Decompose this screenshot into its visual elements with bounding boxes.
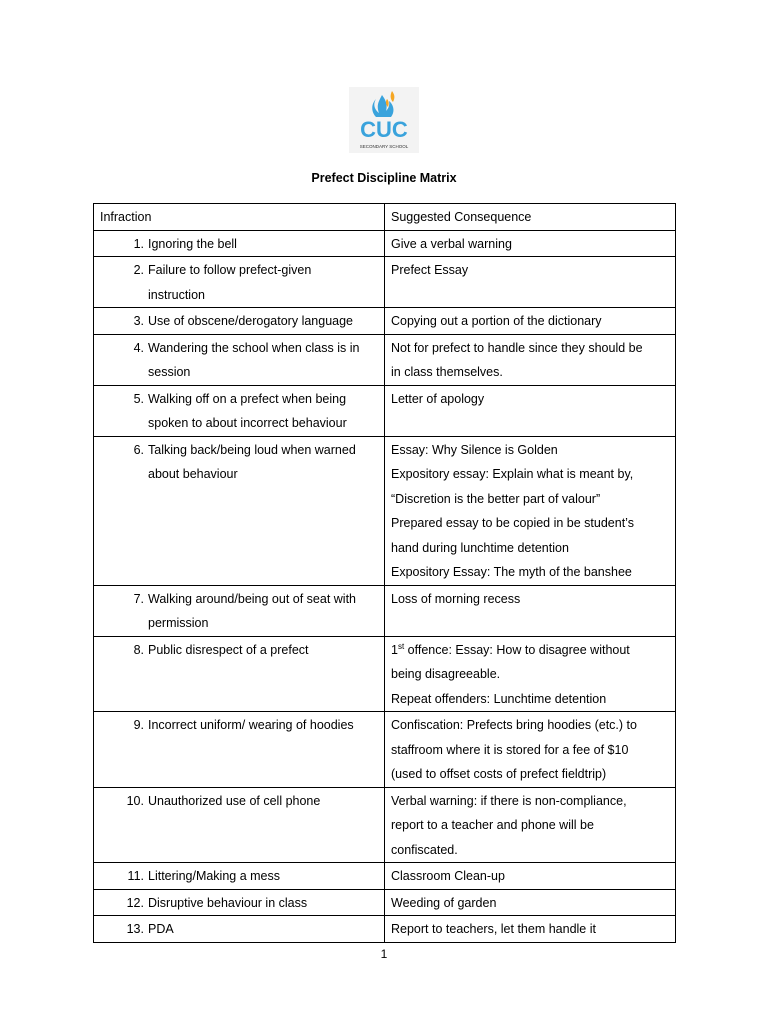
consequence-text: staffroom where it is stored for a fee of $10	[391, 742, 629, 757]
consequence-text: Repeat offenders: Lunchtime detention	[391, 691, 607, 706]
table-row	[94, 308, 676, 335]
consequence-text: Weeding of garden	[391, 895, 497, 910]
school-logo	[349, 87, 419, 153]
infraction-text: Littering/Making a mess	[148, 869, 281, 883]
infraction-cell	[94, 636, 385, 712]
consequence-cell	[385, 230, 676, 257]
infraction-text: Disruptive behaviour in class	[148, 895, 308, 910]
row-number: 3.	[133, 314, 144, 328]
table-row	[94, 585, 676, 636]
infraction-cell	[94, 787, 385, 863]
row-number: 5.	[133, 391, 144, 406]
row-number: 10.	[126, 793, 144, 808]
infraction-text: PDA	[148, 922, 174, 936]
infraction-cell	[94, 308, 385, 335]
discipline-matrix-table	[93, 203, 676, 943]
consequence-text: Confiscation: Prefects bring hoodies (etc.) to	[391, 718, 637, 732]
infraction-text: spoken to about incorrect behaviour	[148, 416, 347, 430]
infraction-cell	[94, 916, 385, 943]
consequence-text: Prepared essay to be copied in be student’s	[391, 516, 634, 530]
table-row	[94, 787, 676, 863]
table-row	[94, 230, 676, 257]
infraction-cell	[94, 257, 385, 308]
consequence-text: Copying out a portion of the dictionary	[391, 314, 602, 328]
infraction-text: session	[148, 365, 191, 379]
consequence-text: Loss of morning recess	[391, 591, 521, 606]
consequence-text: hand during lunchtime detention	[391, 540, 569, 555]
consequence-cell	[385, 889, 676, 916]
ordinal-number: 1	[391, 642, 398, 657]
infraction-cell	[94, 385, 385, 436]
table-header-row	[94, 204, 676, 231]
consequence-cell	[385, 436, 676, 585]
ordinal-suffix: st	[397, 641, 405, 651]
consequence-text: Expository essay: Explain what is meant by,	[391, 467, 634, 481]
consequence-cell	[385, 863, 676, 890]
consequence-cell	[385, 585, 676, 636]
infraction-text: Ignoring the bell	[148, 236, 237, 251]
consequence-cell	[385, 257, 676, 308]
table-row	[94, 863, 676, 890]
consequence-text: Letter of apology	[391, 391, 485, 406]
row-number: 4.	[133, 340, 144, 355]
infraction-cell	[94, 889, 385, 916]
consequence-cell	[385, 916, 676, 943]
row-number: 7.	[133, 591, 144, 606]
consequence-text: Expository Essay: The myth of the banshee	[391, 565, 632, 579]
table-row	[94, 889, 676, 916]
table-row	[94, 636, 676, 712]
consequence-text: Classroom Clean-up	[391, 869, 505, 883]
consequence-cell	[385, 787, 676, 863]
infraction-text: Public disrespect of a prefect	[148, 642, 309, 657]
consequence-cell	[385, 636, 676, 712]
consequence-text	[391, 638, 669, 663]
table-row	[94, 436, 676, 585]
header-infraction: Infraction	[94, 204, 385, 231]
infraction-cell	[94, 436, 385, 585]
table-row	[94, 334, 676, 385]
consequence-text: in class themselves.	[391, 365, 503, 379]
consequence-text: being disagreeable.	[391, 667, 501, 681]
consequence-text: (used to offset costs of prefect fieldtrip)	[391, 767, 607, 781]
consequence-text: “Discretion is the better part of valour”	[391, 491, 601, 506]
infraction-text: Unauthorized use of cell phone	[148, 793, 321, 808]
infraction-text: instruction	[148, 287, 205, 302]
consequence-cell	[385, 385, 676, 436]
infraction-text: Use of obscene/derogatory language	[148, 314, 354, 328]
consequence-text: Essay: Why Silence is Golden	[391, 442, 558, 457]
consequence-cell	[385, 308, 676, 335]
row-number: 2.	[133, 263, 144, 277]
consequence-text: Not for prefect to handle since they should be	[391, 340, 643, 355]
table-row	[94, 385, 676, 436]
row-number: 8.	[133, 642, 144, 657]
infraction-text: about behaviour	[148, 467, 238, 481]
infraction-text: Wandering the school when class is in	[148, 340, 360, 355]
table-row	[94, 257, 676, 308]
document-title: Prefect Discipline Matrix	[311, 171, 457, 185]
row-number: 12.	[126, 895, 144, 910]
consequence-text: Prefect Essay	[391, 263, 469, 277]
consequence-cell	[385, 712, 676, 788]
row-number: 9.	[133, 718, 144, 732]
header-consequence: Suggested Consequence	[385, 204, 676, 231]
table-row	[94, 916, 676, 943]
consequence-text: report to a teacher and phone will be	[391, 818, 594, 832]
row-number: 6.	[133, 442, 144, 457]
infraction-cell	[94, 863, 385, 890]
table-row	[94, 712, 676, 788]
infraction-text: Talking back/being loud when warned	[148, 442, 356, 457]
cuc-logo-icon	[349, 87, 419, 153]
infraction-text: Walking off on a prefect when being	[148, 391, 347, 406]
infraction-cell	[94, 230, 385, 257]
consequence-text: Report to teachers, let them handle it	[391, 922, 596, 936]
infraction-text: Failure to follow prefect-given	[148, 263, 312, 277]
row-number: 11.	[127, 869, 144, 883]
consequence-text: Give a verbal warning	[391, 236, 512, 251]
consequence-text: confiscated.	[391, 842, 458, 857]
infraction-text: Incorrect uniform/ wearing of hoodies	[148, 718, 354, 732]
row-number: 13.	[126, 922, 144, 936]
infraction-text: Walking around/being out of seat with	[148, 591, 356, 606]
infraction-cell	[94, 585, 385, 636]
logo-subtext: SECONDARY SCHOOL	[359, 144, 409, 149]
page-number: 1	[380, 947, 388, 961]
infraction-text: permission	[148, 616, 209, 630]
ordinal-rest: offence: Essay: How to disagree without	[404, 642, 630, 657]
infraction-cell	[94, 712, 385, 788]
row-number: 1.	[133, 236, 144, 251]
consequence-text: Verbal warning: if there is non-compliance,	[391, 793, 627, 808]
logo-wordmark: CUC	[360, 117, 408, 142]
infraction-cell	[94, 334, 385, 385]
consequence-cell	[385, 334, 676, 385]
